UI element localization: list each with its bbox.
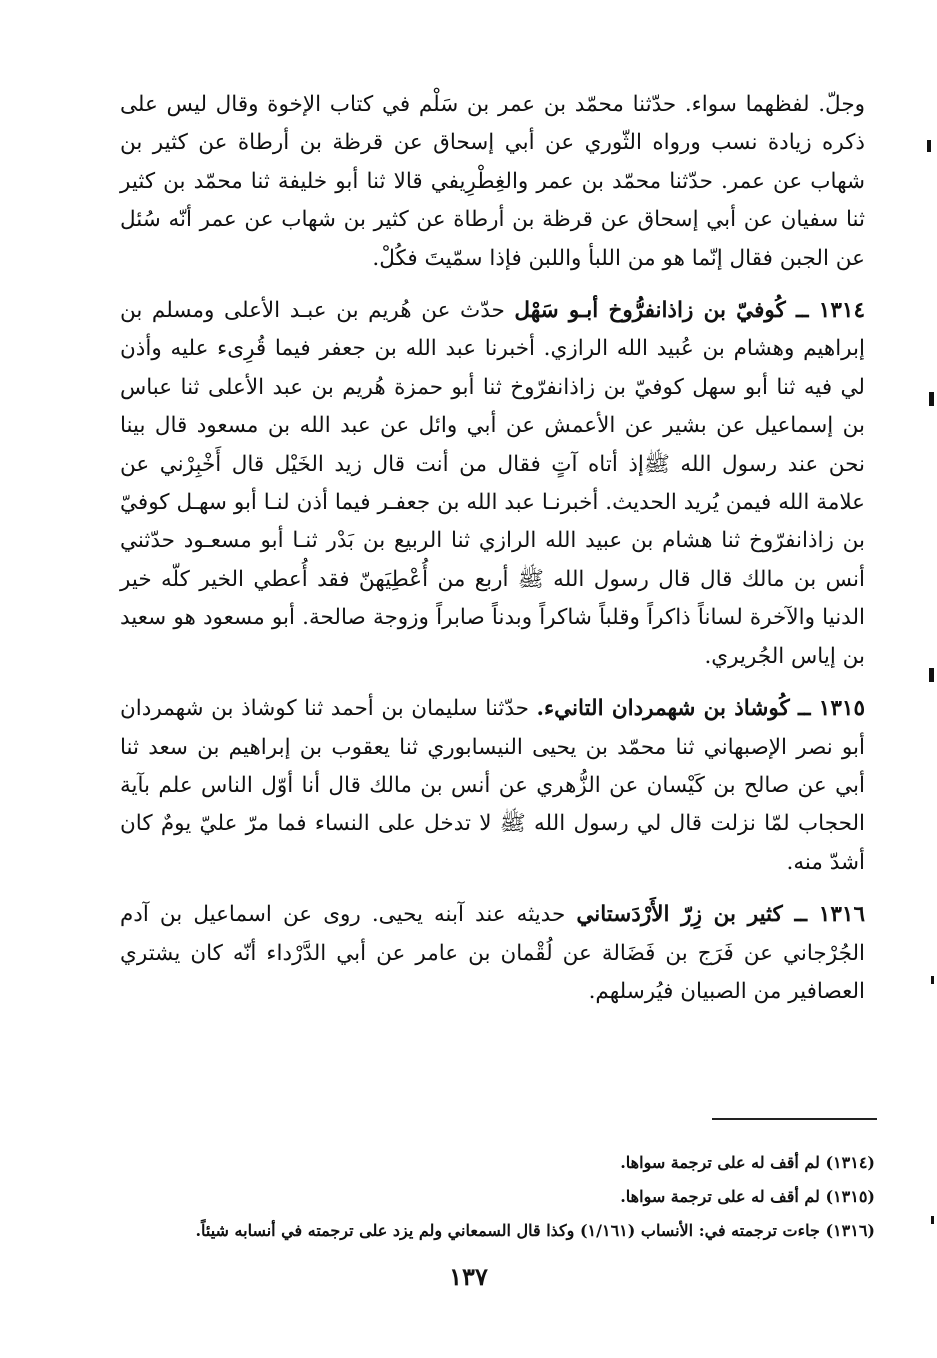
entry-heading: ١٣١٤ ــ كُوفيّ بن زاذانفرُّوخ أبـو سَهْل bbox=[514, 298, 865, 324]
margin-mark bbox=[931, 1216, 934, 1224]
footnote: (١٣١٥) لم أقف له على ترجمة سواها. bbox=[620, 1187, 875, 1206]
footnotes bbox=[150, 1146, 875, 1248]
entry-1315 bbox=[120, 690, 865, 882]
entry-heading: ١٣١٥ ــ كُوشاذ بن شهمردان التانيء. bbox=[536, 696, 865, 722]
entry-body: حدّث عن هُريم بن عبـد الأعلى ومسلم بن إبراهيم وهشام بن عُبيد الله الرازي. أخبرنا عبد الله بن جعفر فيما قُرِىء عليه وأذن لي فيه ثنا أبو سهل كوفيّ بن زاذانفرّوخ ثنا أبو حمزة هُريم بن عبد الأعلى ثنا عباس بن إسماعيل عن بشير عن الأعمش عن أبي وائل عن عبد الله بن مسعود قال بينا نحن عند رسول الله ﷺإذ أتاه آتٍ فقال من أنت قال زيد الخَيْل قال أَخْبِرْني عن علامة الله فيمن يُريد الحديث. أخبرنـا عبد الله بن جعفـر فيما أذن لنـا أبو سهـل كوفيّ بن زاذانفرّوخ ثنا هشام بن عبيد الله الرازي ثنا الربيع بن بَدْر ثنـا أبو مسعـود حدّثني أنس بن مالك قال قال رسول الله ﷺ أربع من أُعْطِيَهنّ فقد أُعطي الخير كلّه خير الدنيا والآخرة لساناً ذاكراً وقلباً شاكراً وبدناً صابراً وزوجة صالحة. أبو مسعود هو سعيد بن إياس الجُريري. bbox=[120, 298, 865, 669]
page-body bbox=[120, 86, 865, 1011]
entry-1316 bbox=[120, 896, 865, 1011]
page-number: ١٣٧ bbox=[449, 1262, 488, 1291]
margin-mark bbox=[929, 668, 934, 682]
entry-heading: ١٣١٦ ــ كثير بن زِرّ الأَرْدَستاني bbox=[576, 902, 865, 928]
entry-body: حديثه عند آبنه يحيى. روى عن اسماعيل بن آدم الجُرْجاني عن فَرَج بن فَضَالة عن لُقْمان بن عامر عن أبي الدَّرْداء أنّه كان يشتري العصافير من الصبيان فيُرسلهم. bbox=[120, 902, 865, 1004]
entry-1314 bbox=[120, 292, 865, 676]
footnote-divider bbox=[712, 1118, 877, 1120]
entry-body: حدّثنا سليمان بن أحمد ثنا كوشاذ بن شهمردان أبو نصر الإصبهاني ثنا محمّد بن يحيى النيسابوري ثنا يعقوب بن إبراهيم بن سعد ثنا أبي عن صالح بن كَيْسان عن الزُّهري عن أنس بن مالك قال أنا أوّل الناس علم بآية الحجاب لمّا نزلت قال لي رسول الله ﷺ لا تدخل على النساء فما مرّ عليّ يومٌ كان أشدّ منه. bbox=[120, 696, 865, 875]
footnote: (١٣١٤) لم أقف له على ترجمة سواها. bbox=[620, 1153, 875, 1172]
continuation-paragraph: وجلّ. لفظهما سواء. حدّثنا محمّد بن عمر بن سَلْم في كتاب الإخوة وقال ليس على ذكره زيادة نسب ورواه الثّوري عن أبي إسحاق عن قرظة بن أرطاة عن كثير بن شهاب عن عمر. حدّثنا محمّد بن عمر والغِطْرِيفي قالا ثنا أبو خليفة ثنا محمّد بن كثير ثنا سفيان عن أبي إسحاق عن قرظة بن أرطاة عن كثير بن شهاب عن عمر أنّه سُئل عن الجبن فقال إنّما هو من اللبأ واللبن فإذا سمّيتَ فكُلْ. bbox=[120, 92, 865, 271]
margin-mark bbox=[931, 976, 934, 984]
margin-mark bbox=[927, 140, 931, 152]
footnote: (١٣١٦) جاءت ترجمته في: الأنساب (١/١٦١) وكذا قال السمعاني ولم يزد على ترجمته في أنسابه شيئاً. bbox=[195, 1221, 875, 1240]
margin-mark bbox=[929, 392, 934, 406]
